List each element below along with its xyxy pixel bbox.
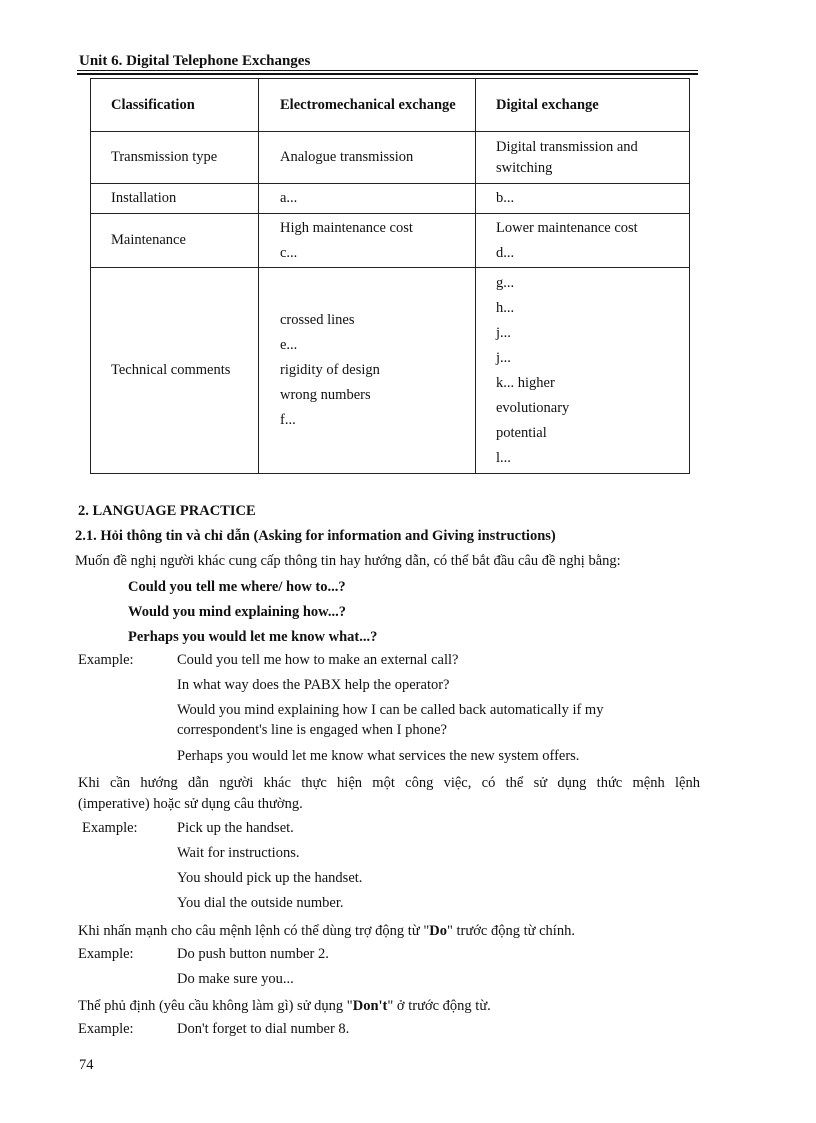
example-label: Example: [78,1021,134,1037]
table-row [91,268,690,474]
text-run: " ở trước động từ. [387,998,491,1014]
example-line: Pick up the handset. [177,820,294,836]
example-label: Example: [82,820,138,836]
page-header-title: Unit 6. Digital Telephone Exchanges [79,53,311,69]
text-run: " trước động từ chính. [446,923,575,939]
intro-paragraph: Muốn đề nghị người khác cung cấp thông tin hay hướng dẫn, có thể bắt đầu câu đề nghị bằng: [75,553,621,569]
header-rule [77,70,698,71]
example-line: Don't forget to dial number 8. [177,1021,350,1037]
cell-line: h... [496,299,515,316]
table-cell [476,184,690,214]
text-run: Khi nhấn mạnh cho câu mệnh lệnh có thể dùng trợ động từ " [78,923,430,939]
example-line: Perhaps you would let me know what services the new system offers. [177,748,580,764]
cell-line: Analogue transmission [280,149,414,165]
cell-line: l... [496,449,511,466]
text-run-bold: Don't [352,998,388,1014]
cell-line: a... [280,190,298,206]
table-cell [259,268,476,474]
page-number: 74 [79,1057,94,1073]
table-row [91,132,690,184]
paragraph-imperative: Khi cần hướng dẫn người khác thực hiện một công việc, có thể sử dụng thức mệnh lệnh [78,775,700,791]
cell-line: j... [496,349,511,366]
cell-line: d... [496,244,515,261]
example-line: Would you mind explaining how I can be called back automatically if my [177,702,604,718]
text-run: Thể phủ định (yêu cầu không làm gì) sử dụng " [78,998,353,1014]
example-line: correspondent's line is engaged when I phone? [177,722,447,738]
text-run-bold: Do [429,923,447,939]
subsection-heading: 2.1. Hỏi thông tin và chỉ dẫn (Asking for information and Giving instructions) [75,528,556,544]
cell-line: Lower maintenance cost [496,219,638,236]
phrase-item: Would you mind explaining how...? [128,604,346,620]
table-cell: Installation [91,184,259,214]
cell-line: wrong numbers [280,387,371,403]
cell-line: g... [496,274,515,291]
example-line: You should pick up the handset. [177,870,363,886]
cell-line: e... [280,337,298,353]
table-header-cell: Classification [91,79,259,132]
example-line: Do push button number 2. [177,946,329,962]
table-cell [476,214,690,268]
cell-line: High maintenance cost [280,219,413,236]
cell-line: k... higher [496,374,555,391]
cell-line: switching [496,159,553,176]
comparison-table [90,78,690,474]
cell-line: potential [496,424,547,441]
cell-line: f... [280,412,296,428]
table-cell: Technical comments [91,268,259,474]
table-cell [259,214,476,268]
example-line: In what way does the PABX help the operator? [177,677,450,693]
paragraph-negative [78,996,816,1016]
cell-line: rigidity of design [280,362,380,378]
cell-line: c... [280,244,298,261]
cell-line: b... [496,190,515,206]
table-cell [259,184,476,214]
example-line: Do make sure you... [177,971,294,987]
paragraph-imperative-cont: (imperative) hoặc sử dụng câu thường. [78,796,303,812]
cell-line: evolutionary [496,399,570,416]
table-cell [476,268,690,474]
table-cell: Maintenance [91,214,259,268]
paragraph-emphasis [78,921,816,941]
table-header-row [91,79,690,132]
example-label: Example: [78,946,134,962]
cell-line: j... [496,324,511,341]
table-cell [476,132,690,184]
example-label: Example: [78,652,134,668]
header-rule-thick [77,73,698,75]
example-line: Wait for instructions. [177,845,300,861]
example-line: You dial the outside number. [177,895,344,911]
phrase-item: Could you tell me where/ how to...? [128,579,346,595]
cell-line: crossed lines [280,312,355,328]
table-cell: Transmission type [91,132,259,184]
example-line: Could you tell me how to make an external call? [177,652,459,668]
table-header-cell: Digital exchange [476,79,690,132]
table-row [91,214,690,268]
cell-line: Digital transmission and [496,138,638,155]
table-cell [259,132,476,184]
table-row [91,184,690,214]
section-heading: 2. LANGUAGE PRACTICE [78,503,256,519]
table-header-cell: Electromechanical exchange [259,79,476,132]
phrase-item: Perhaps you would let me know what...? [128,629,378,645]
